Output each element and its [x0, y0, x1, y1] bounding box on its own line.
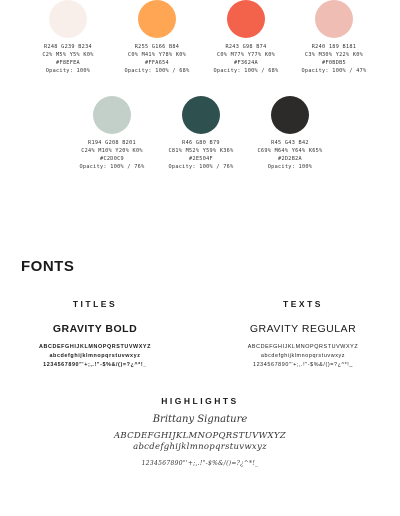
swatch-rgb: R243 G98 B74 — [225, 44, 267, 50]
highlights-numbers: 1234567890"'+;,.!"-$%&/()=?¿^*!_ — [141, 460, 259, 467]
swatch-cmyk: C3% M30% Y22% K0% — [304, 52, 364, 58]
color-swatch — [271, 96, 309, 134]
swatch-3 — [196, 0, 296, 75]
texts-label: TEXTS — [283, 299, 323, 309]
swatch-4 — [284, 0, 384, 75]
swatch-hex: #C2D0C9 — [100, 156, 124, 162]
titles-column — [0, 299, 190, 370]
color-swatch — [182, 96, 220, 134]
swatch-cmyk: C81% M52% Y59% K36% — [168, 148, 234, 154]
swatch-rgb: R46 G80 B79 — [182, 140, 220, 146]
swatch-hex: #F3624A — [234, 60, 258, 66]
swatch-rgb: R45 G43 B42 — [271, 140, 309, 146]
swatch-opacity: Opacity: 100% / 68% — [213, 68, 279, 74]
swatch-opacity: Opacity: 100% / 76% — [168, 164, 234, 170]
color-swatch — [315, 0, 353, 38]
color-swatch — [138, 0, 176, 38]
highlights-lowercase: abcdefghijklmnopqrstuvwxyz — [133, 442, 267, 452]
texts-column — [208, 299, 398, 370]
swatch-6 — [151, 96, 251, 171]
swatch-cmyk: C24% M10% Y20% K0% — [81, 148, 143, 154]
swatch-rgb: R255 G166 B84 — [134, 44, 180, 50]
highlights-section — [0, 396, 400, 468]
titles-numbers: 1234567890"'+;,.!"-$%&/()=?¿^*!_ — [43, 362, 147, 368]
highlights-label: HIGHLIGHTS — [161, 396, 239, 406]
swatch-opacity: Opacity: 100% / 47% — [301, 68, 367, 74]
swatch-opacity: Opacity: 100% / 68% — [124, 68, 190, 74]
swatch-hex: #F0BDB5 — [322, 60, 346, 66]
titles-lowercase: abcdefghijklmnopqrstuvwxyz — [49, 353, 141, 359]
swatch-1 — [18, 0, 118, 75]
swatch-hex: #FFA654 — [145, 60, 169, 66]
swatch-cmyk: C0% M41% Y78% K0% — [127, 52, 187, 58]
swatch-hex: #F8EFEA — [56, 60, 80, 66]
swatch-cmyk: C69% M64% Y64% K65% — [257, 148, 323, 154]
swatch-rgb: R240 189 B181 — [311, 44, 357, 50]
texts-lowercase: abcdefghijklmnopqrstuvwxyz — [260, 353, 346, 359]
swatch-opacity: Opacity: 100% — [267, 164, 313, 170]
highlights-font-name: Brittany Signature — [152, 414, 248, 425]
texts-uppercase: ABCDEFGHIJKLMNOPQRSTUVWXYZ — [247, 344, 359, 350]
titles-uppercase: ABCDEFGHIJKLMNOPQRSTUVWXYZ — [38, 344, 152, 350]
swatch-hex: #2D2B2A — [278, 156, 302, 162]
swatch-2 — [107, 0, 207, 75]
texts-numbers: 1234567890"'+;,.!"-$%&/()=?¿^*!_ — [252, 362, 353, 368]
fonts-heading: FONTS — [21, 258, 75, 275]
color-swatch — [227, 0, 265, 38]
swatch-cmyk: C0% M77% Y77% K0% — [216, 52, 276, 58]
swatch-7 — [240, 96, 340, 171]
swatch-rgb: R194 G208 B201 — [88, 140, 136, 146]
titles-label: TITLES — [72, 299, 118, 309]
swatch-cmyk: C2% M5% Y5% K0% — [42, 52, 94, 58]
swatch-opacity: Opacity: 100% / 76% — [79, 164, 145, 170]
swatch-hex: #2E504F — [189, 156, 213, 162]
swatch-rgb: R248 G239 B234 — [44, 44, 92, 50]
swatch-opacity: Opacity: 100% — [45, 68, 91, 74]
highlights-uppercase: ABCDEFGHIJKLMNOPQRSTUVWXYZ — [113, 431, 287, 441]
texts-font-name: GRAVITY REGULAR — [249, 323, 357, 335]
color-swatch — [93, 96, 131, 134]
color-swatch — [49, 0, 87, 38]
titles-font-name: GRAVITY BOLD — [52, 323, 138, 335]
swatch-5 — [62, 96, 162, 171]
